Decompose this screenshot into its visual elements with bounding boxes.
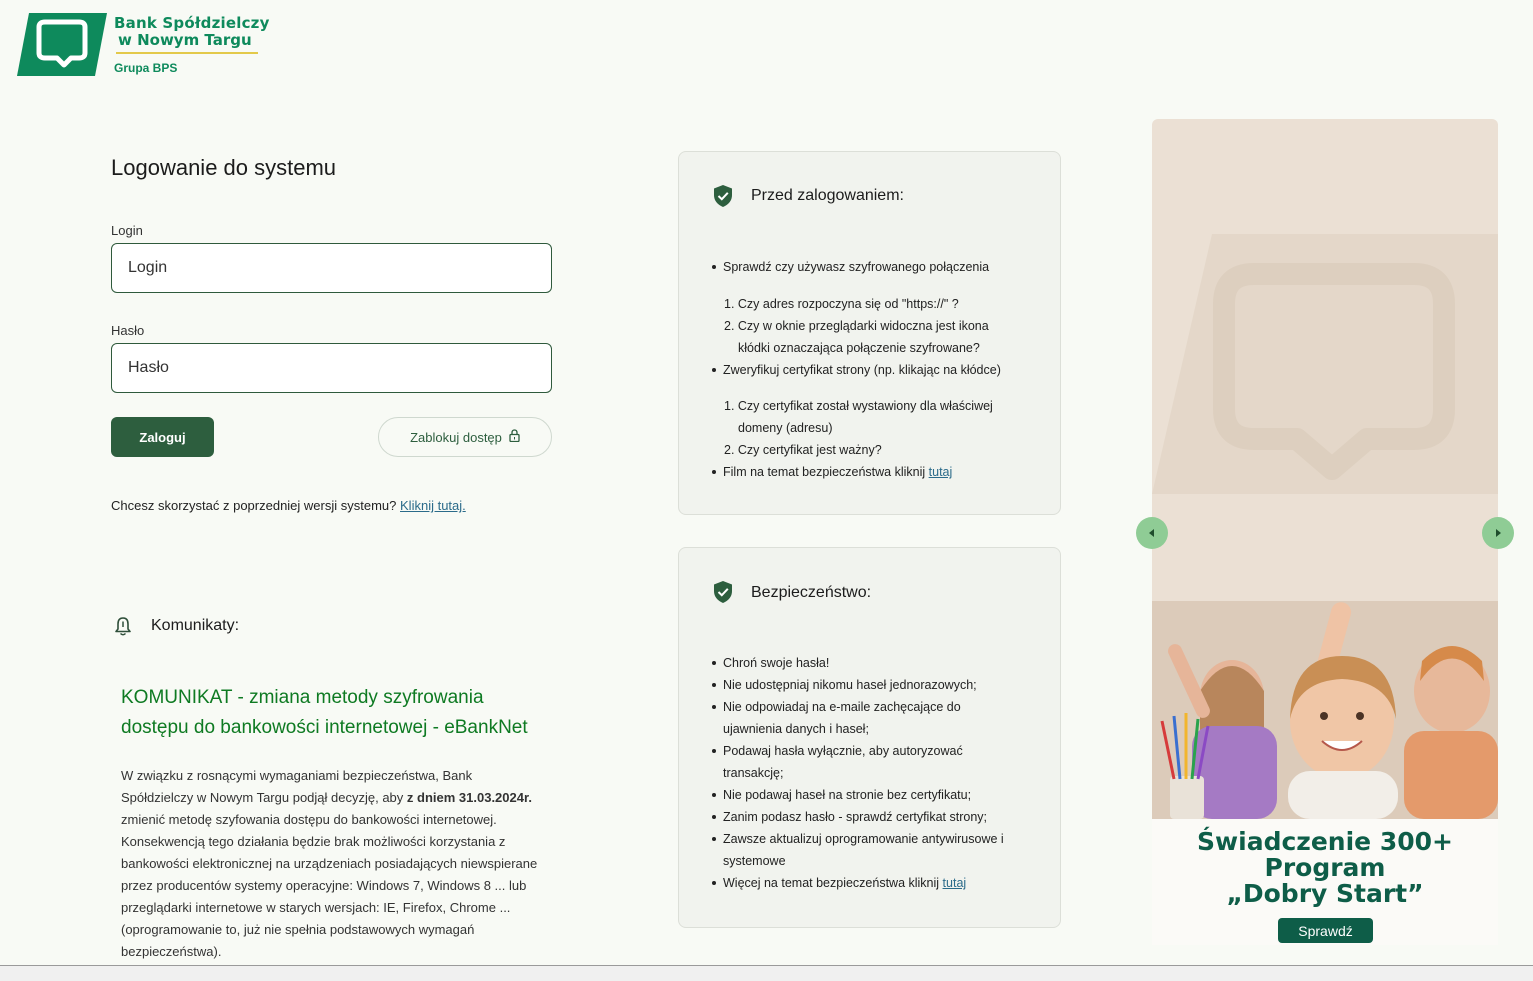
banner-title-line1: Świadczenie 300+ xyxy=(1197,827,1453,856)
list-item: Zawsze aktualizuj oprogramowanie antywirusowe i xyxy=(710,828,1055,850)
list-item xyxy=(710,461,1050,483)
login-input[interactable] xyxy=(111,243,552,293)
banner-title xyxy=(1152,829,1498,907)
logo-divider xyxy=(116,52,258,54)
security-more-text: Więcej na temat bezpieczeństwa kliknij xyxy=(723,876,943,890)
video-text: Film na temat bezpieczeństwa kliknij xyxy=(723,465,929,479)
banner-cta-button[interactable]: Sprawdź xyxy=(1278,918,1373,943)
list-item: Podawaj hasła wyłącznie, aby autoryzować xyxy=(710,740,1055,762)
list-item: 1. Czy certyfikat został wystawiony dla właściwej xyxy=(724,399,993,413)
banner-title-line2: Program xyxy=(1264,853,1386,882)
security-title: Bezpieczeństwo: xyxy=(751,584,872,601)
list-item: ujawnienia danych i haseł; xyxy=(723,722,869,736)
logo-name-line1: Bank Spółdzielczy xyxy=(114,14,270,32)
window-status-strip xyxy=(0,965,1533,981)
list-item: transakcję; xyxy=(723,766,784,780)
shield-check-icon xyxy=(712,184,734,208)
list-item: domeny (adresu) xyxy=(738,421,833,435)
page-title: Logowanie do systemu xyxy=(111,155,337,180)
chevron-left-icon[interactable] xyxy=(1136,517,1168,549)
security-card xyxy=(678,547,1061,928)
block-access-label: Zablokuj dostęp xyxy=(410,429,502,445)
list-item: systemowe xyxy=(723,854,786,868)
before-login-card xyxy=(678,151,1061,515)
login-button[interactable]: Zaloguj xyxy=(111,417,214,457)
list-item: Chroń swoje hasła! xyxy=(710,652,1055,674)
announcement-title[interactable]: KOMUNIKAT - zmiana metody szyfrowania dostępu do bankowości internetowej - eBankNet xyxy=(121,687,528,738)
banner-title-line3: „Dobry Start” xyxy=(1226,879,1424,908)
announcement-body-part2: zmienić metodę szyfowania dostępu do bankowości internetowej. Konsekwencją tego działania będzie brak możliwości korzystania z bankowości elektronicznej na urządzeniach posiadających niewspierane przez producentów systemy operacyjne: Windows 7, Windows 8 ... lub przeglądarki internetowe w starych wersjach: IE, Firefox, Chrome ... (oprogramowanie to, już nie spełnia podstawowych wymagań bezpieczeństwa). xyxy=(121,812,538,959)
list-item: Nie podawaj haseł na stronie bez certyfikatu; xyxy=(710,784,1055,806)
before-login-list xyxy=(710,256,1050,483)
logo-name-line2: w Nowym Targu xyxy=(118,31,252,49)
security-list xyxy=(710,652,1055,894)
list-item: Zweryfikuj certyfikat strony (np. klikając na kłódce) xyxy=(710,359,1050,381)
list-item: 2. Czy certyfikat jest ważny? xyxy=(724,443,882,457)
before-login-title: Przed zalogowaniem: xyxy=(751,187,904,204)
previous-version-link[interactable]: Kliknij tutaj. xyxy=(400,498,466,513)
list-item: kłódki oznaczająca połączenie szyfrowane? xyxy=(738,341,980,355)
banner-photo xyxy=(1152,601,1498,819)
list-item xyxy=(710,872,1055,894)
video-link[interactable]: tutaj xyxy=(928,465,953,479)
bell-icon xyxy=(114,616,132,636)
login-label: Login xyxy=(111,223,143,238)
list-item: Nie odpowiadaj na e-maile zachęcające do xyxy=(710,696,1055,718)
announcements-label: Komunikaty: xyxy=(151,617,240,634)
previous-version-text: Chcesz skorzystać z poprzedniej wersji systemu? xyxy=(111,498,397,513)
announcement-body xyxy=(121,765,546,963)
list-item: 2. Czy w oknie przeglądarki widoczna jest ikona xyxy=(724,319,989,333)
announcement-body-date: z dniem 31.03.2024r. xyxy=(406,790,532,805)
security-more-link[interactable]: tutaj xyxy=(942,876,967,890)
lock-icon xyxy=(509,429,520,445)
list-item: Zanim podasz hasło - sprawdź certyfikat strony; xyxy=(710,806,1055,828)
chevron-right-icon[interactable] xyxy=(1482,517,1514,549)
list-item: 1. Czy adres rozpoczyna się od "https://" ? xyxy=(724,297,959,311)
announcement-body-part1: W związku z rosnącymi wymaganiami bezpieczeństwa, Bank Spółdzielczy w Nowym Targu podjął decyzję, aby xyxy=(121,768,473,805)
logo-group: Grupa BPS xyxy=(114,61,178,75)
watermark-logo xyxy=(1152,234,1498,494)
block-access-button[interactable] xyxy=(378,417,552,457)
password-input[interactable] xyxy=(111,343,552,393)
bank-logo[interactable] xyxy=(17,13,107,76)
password-label: Hasło xyxy=(111,323,145,338)
shield-check-icon xyxy=(712,580,734,604)
list-item: Sprawdź czy używasz szyfrowanego połączenia xyxy=(710,256,1050,278)
previous-version-prompt xyxy=(111,498,466,513)
list-item: Nie udostępniaj nikomu haseł jednorazowych; xyxy=(710,674,1055,696)
